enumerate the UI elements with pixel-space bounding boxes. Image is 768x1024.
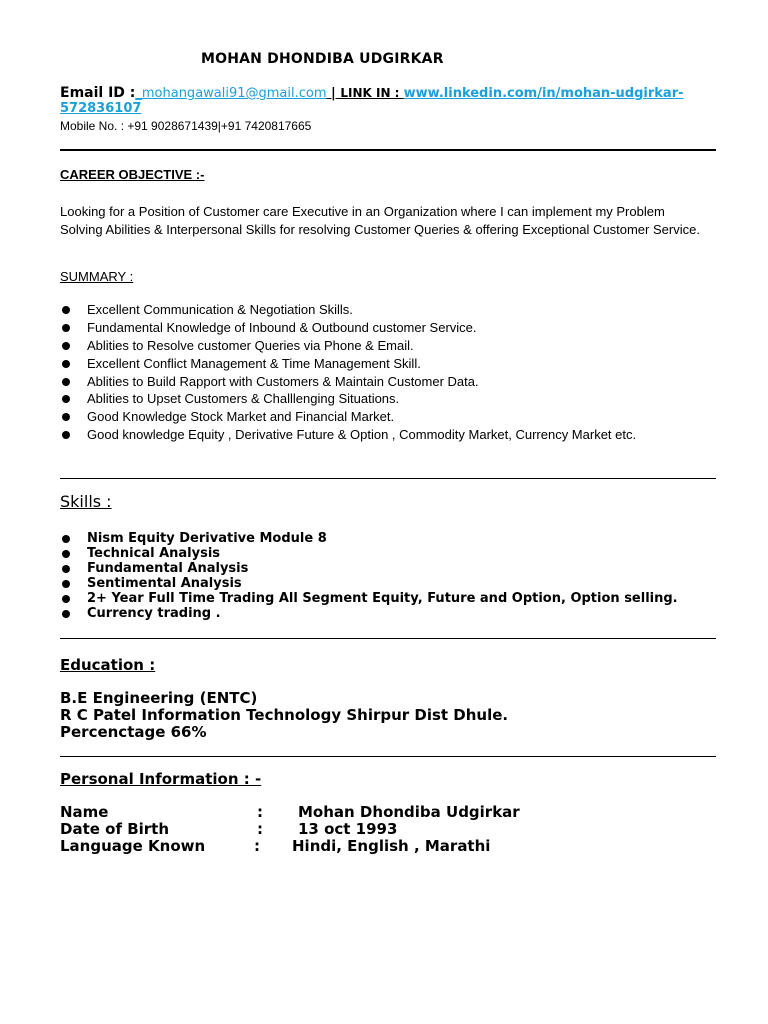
- education-heading: Education :: [60, 656, 156, 674]
- personal-info-value: 13 oct 1993: [298, 820, 398, 838]
- candidate-name: MOHAN DHONDIBA UDGIRKAR: [201, 51, 444, 67]
- bullet-icon: [62, 395, 70, 403]
- summary-item: Ablities to Upset Customers & Challlenging Situations.: [60, 390, 636, 408]
- personal-info-heading: Personal Information : -: [60, 770, 262, 788]
- email-label: Email ID :: [60, 85, 136, 101]
- summary-item: Fundamental Knowledge of Inbound & Outbound customer Service.: [60, 319, 636, 337]
- summary-item: Good knowledge Equity , Derivative Future & Option , Commodity Market, Currency Market etc.: [60, 426, 636, 444]
- divider: [60, 638, 716, 639]
- mobile-number: Mobile No. : +91 9028671439|+91 7420817665: [60, 119, 312, 133]
- personal-info-colon: :: [257, 803, 263, 821]
- skill-item: Technical Analysis: [60, 546, 678, 561]
- bullet-icon: [62, 378, 70, 386]
- education-percentage: Percenctage 66%: [60, 723, 207, 741]
- bullet-icon: [62, 342, 70, 350]
- bullet-icon: [62, 565, 70, 573]
- skill-item: 2+ Year Full Time Trading All Segment Equity, Future and Option, Option selling.: [60, 591, 678, 606]
- contact-line: [60, 86, 720, 116]
- bullet-icon: [62, 413, 70, 421]
- skill-item: Currency trading .: [60, 606, 678, 621]
- bullet-icon: [62, 535, 70, 543]
- personal-info-value: Mohan Dhondiba Udgirkar: [298, 803, 520, 821]
- education-details: [60, 690, 508, 741]
- linkedin-label: LINK IN :: [340, 86, 404, 100]
- personal-info-label: Language Known: [60, 837, 206, 855]
- divider: [60, 756, 716, 757]
- summary-item: Good Knowledge Stock Market and Financial Market.: [60, 408, 636, 426]
- career-objective-heading: CAREER OBJECTIVE :-: [60, 167, 205, 182]
- education-college: R C Patel Information Technology Shirpur Dist Dhule.: [60, 706, 509, 724]
- skill-item: Sentimental Analysis: [60, 576, 678, 591]
- bullet-icon: [62, 324, 70, 332]
- career-objective-text: Looking for a Position of Customer care Executive in an Organization where I can implement my Problem Solving Abilities & Interpersonal Skills for resolving Customer Queries & offering Exceptional Customer Service.: [60, 204, 700, 237]
- bullet-icon: [62, 550, 70, 558]
- email-link[interactable]: _mohangawali91@gmail.com: [135, 86, 327, 101]
- personal-info-colon: :: [257, 820, 263, 838]
- linkedin-link[interactable]: www.linkedin.com/in/mohan-udgirkar-572836107: [60, 86, 684, 116]
- personal-info-label: Name: [60, 803, 109, 821]
- skills-heading: Skills :: [60, 492, 112, 511]
- divider: [60, 149, 716, 151]
- summary-list: [60, 301, 636, 444]
- divider: [60, 478, 716, 479]
- bullet-icon: [62, 431, 70, 439]
- contact-separator: |: [326, 86, 341, 101]
- summary-item: Excellent Communication & Negotiation Skills.: [60, 301, 636, 319]
- skill-item: Nism Equity Derivative Module 8: [60, 531, 678, 546]
- personal-info-value: Hindi, English , Marathi: [292, 837, 491, 855]
- personal-info-label: Date of Birth: [60, 820, 170, 838]
- summary-item: Excellent Conflict Management & Time Management Skill.: [60, 355, 636, 373]
- bullet-icon: [62, 360, 70, 368]
- skills-list: [60, 531, 678, 621]
- summary-item: Ablities to Resolve customer Queries via Phone & Email.: [60, 337, 636, 355]
- education-degree: B.E Engineering (ENTC): [60, 689, 258, 707]
- bullet-icon: [62, 306, 70, 314]
- skill-item: Fundamental Analysis: [60, 561, 678, 576]
- summary-item: Ablities to Build Rapport with Customers & Maintain Customer Data.: [60, 373, 636, 391]
- bullet-icon: [62, 595, 70, 603]
- summary-heading: SUMMARY :: [60, 269, 134, 284]
- personal-info-colon: :: [254, 837, 260, 855]
- bullet-icon: [62, 610, 70, 618]
- bullet-icon: [62, 580, 70, 588]
